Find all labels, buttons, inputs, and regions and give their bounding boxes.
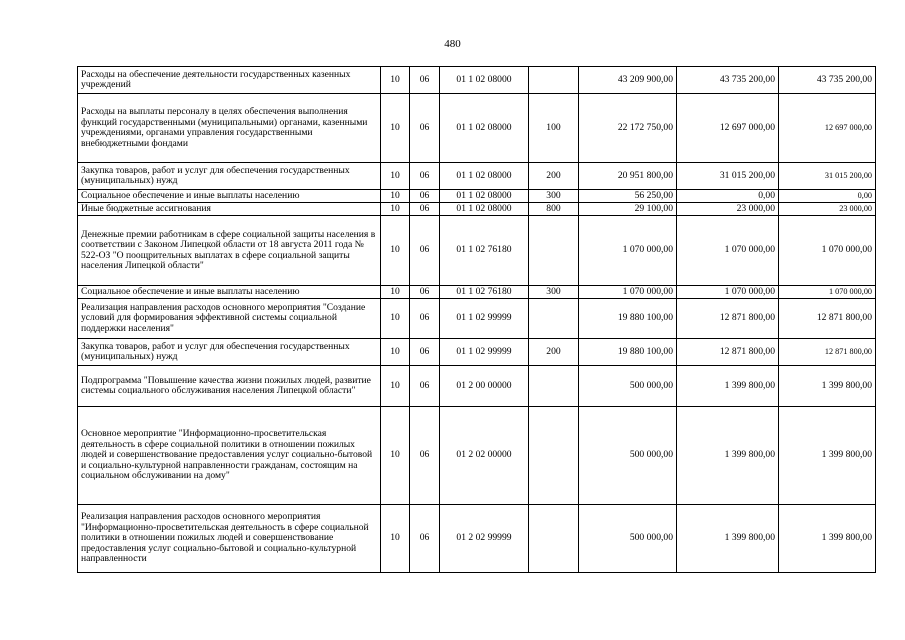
row-section: 10 (381, 286, 410, 299)
row-amount-3: 1 399 800,00 (779, 366, 876, 407)
row-name: Реализация направления расходов основного мероприятия "Информационно-просветительская деятельность в сфере социальной политики в отношении пожилых людей и совершенствование предоставления услуг социально-бытовой и социально-культурной направленности (78, 505, 381, 573)
row-section: 10 (381, 407, 410, 505)
row-target-article: 01 1 02 76180 (440, 216, 529, 286)
row-subsection: 06 (410, 190, 440, 203)
row-target-article: 01 1 02 99999 (440, 299, 529, 339)
row-expense-type: 300 (529, 286, 579, 299)
row-amount-1: 43 209 900,00 (579, 67, 677, 94)
row-subsection: 06 (410, 163, 440, 190)
row-amount-1: 500 000,00 (579, 366, 677, 407)
row-amount-1: 29 100,00 (579, 203, 677, 216)
row-section: 10 (381, 203, 410, 216)
row-target-article: 01 2 02 99999 (440, 505, 529, 573)
row-amount-1: 19 880 100,00 (579, 339, 677, 366)
row-amount-1: 1 070 000,00 (579, 286, 677, 299)
row-name: Социальное обеспечение и иные выплаты населению (78, 286, 381, 299)
row-target-article: 01 1 02 08000 (440, 203, 529, 216)
row-expense-type (529, 407, 579, 505)
row-section: 10 (381, 67, 410, 94)
row-section: 10 (381, 94, 410, 163)
row-name: Социальное обеспечение и иные выплаты населению (78, 190, 381, 203)
row-amount-2: 23 000,00 (677, 203, 779, 216)
table-row (78, 67, 876, 94)
page-number: 480 (444, 38, 461, 50)
row-expense-type: 200 (529, 163, 579, 190)
row-amount-1: 56 250,00 (579, 190, 677, 203)
row-name: Иные бюджетные ассигнования (78, 203, 381, 216)
row-subsection: 06 (410, 339, 440, 366)
row-amount-3: 31 015 200,00 (779, 163, 876, 190)
row-target-article: 01 1 02 08000 (440, 67, 529, 94)
row-section: 10 (381, 339, 410, 366)
row-name: Основное мероприятие "Информационно-просветительская деятельность в сфере социальной политики в отношении пожилых людей и совершенствование предоставления услуг социально-бытовой и социально-культурной направленности гражданам, состоящим на социальном обслуживании на дому" (78, 407, 381, 505)
table-row (78, 339, 876, 366)
row-amount-2: 1 399 800,00 (677, 505, 779, 573)
row-name: Закупка товаров, работ и услуг для обеспечения государственных (муниципальных) нужд (78, 339, 381, 366)
row-subsection: 06 (410, 505, 440, 573)
row-target-article: 01 1 02 76180 (440, 286, 529, 299)
row-expense-type: 800 (529, 203, 579, 216)
row-subsection: 06 (410, 286, 440, 299)
row-target-article: 01 1 02 99999 (440, 339, 529, 366)
table-row (78, 407, 876, 505)
table-row (78, 366, 876, 407)
row-expense-type: 200 (529, 339, 579, 366)
row-name: Расходы на обеспечение деятельности государственных казенных учреждений (78, 67, 381, 94)
budget-table (77, 66, 876, 573)
row-section: 10 (381, 216, 410, 286)
row-section: 10 (381, 366, 410, 407)
row-name: Подпрограмма "Повышение качества жизни пожилых людей, развитие системы социального обслуживания населения Липецкой области" (78, 366, 381, 407)
row-amount-2: 1 070 000,00 (677, 286, 779, 299)
table-row (78, 299, 876, 339)
row-amount-1: 20 951 800,00 (579, 163, 677, 190)
row-expense-type: 100 (529, 94, 579, 163)
row-expense-type (529, 299, 579, 339)
row-section: 10 (381, 163, 410, 190)
row-amount-3: 23 000,00 (779, 203, 876, 216)
row-amount-1: 1 070 000,00 (579, 216, 677, 286)
row-expense-type: 300 (529, 190, 579, 203)
row-amount-3: 43 735 200,00 (779, 67, 876, 94)
table-row (78, 190, 876, 203)
row-name: Денежные премии работникам в сфере социальной защиты населения в соответствии с Законом Липецкой области от 18 августа 2011 года № 522-ОЗ "О поощрительных выплатах в сфере социальной защиты населения Липецкой области" (78, 216, 381, 286)
table-row (78, 505, 876, 573)
row-target-article: 01 1 02 08000 (440, 190, 529, 203)
table-row (78, 94, 876, 163)
row-subsection: 06 (410, 203, 440, 216)
row-amount-1: 19 880 100,00 (579, 299, 677, 339)
row-amount-2: 0,00 (677, 190, 779, 203)
row-amount-2: 43 735 200,00 (677, 67, 779, 94)
row-subsection: 06 (410, 407, 440, 505)
row-target-article: 01 2 00 00000 (440, 366, 529, 407)
row-expense-type (529, 216, 579, 286)
row-expense-type (529, 505, 579, 573)
row-amount-1: 500 000,00 (579, 407, 677, 505)
row-subsection: 06 (410, 67, 440, 94)
row-name: Расходы на выплаты персоналу в целях обеспечения выполнения функций государственными (муниципальными) органами, казенными учреждениями, органами управления государственными внебюджетными фондами (78, 94, 381, 163)
row-subsection: 06 (410, 299, 440, 339)
row-section: 10 (381, 299, 410, 339)
row-subsection: 06 (410, 94, 440, 163)
row-amount-3: 0,00 (779, 190, 876, 203)
row-amount-3: 12 871 800,00 (779, 339, 876, 366)
table-row (78, 286, 876, 299)
row-section: 10 (381, 505, 410, 573)
row-amount-3: 1 070 000,00 (779, 216, 876, 286)
row-subsection: 06 (410, 216, 440, 286)
row-amount-2: 12 697 000,00 (677, 94, 779, 163)
row-expense-type (529, 67, 579, 94)
row-target-article: 01 1 02 08000 (440, 94, 529, 163)
row-amount-1: 500 000,00 (579, 505, 677, 573)
row-expense-type (529, 366, 579, 407)
row-target-article: 01 1 02 08000 (440, 163, 529, 190)
table-row (78, 216, 876, 286)
row-amount-3: 1 399 800,00 (779, 407, 876, 505)
row-amount-2: 1 399 800,00 (677, 366, 779, 407)
row-amount-2: 1 399 800,00 (677, 407, 779, 505)
row-name: Закупка товаров, работ и услуг для обеспечения государственных (муниципальных) нужд (78, 163, 381, 190)
row-amount-3: 1 070 000,00 (779, 286, 876, 299)
row-section: 10 (381, 190, 410, 203)
row-amount-2: 1 070 000,00 (677, 216, 779, 286)
row-amount-2: 31 015 200,00 (677, 163, 779, 190)
row-amount-2: 12 871 800,00 (677, 339, 779, 366)
row-amount-3: 12 871 800,00 (779, 299, 876, 339)
row-amount-3: 1 399 800,00 (779, 505, 876, 573)
row-amount-3: 12 697 000,00 (779, 94, 876, 163)
row-amount-1: 22 172 750,00 (579, 94, 677, 163)
row-name: Реализация направления расходов основного мероприятия "Создание условий для формирования эффективной системы социальной поддержки населения" (78, 299, 381, 339)
row-target-article: 01 2 02 00000 (440, 407, 529, 505)
table-row (78, 203, 876, 216)
table-row (78, 163, 876, 190)
row-subsection: 06 (410, 366, 440, 407)
row-amount-2: 12 871 800,00 (677, 299, 779, 339)
